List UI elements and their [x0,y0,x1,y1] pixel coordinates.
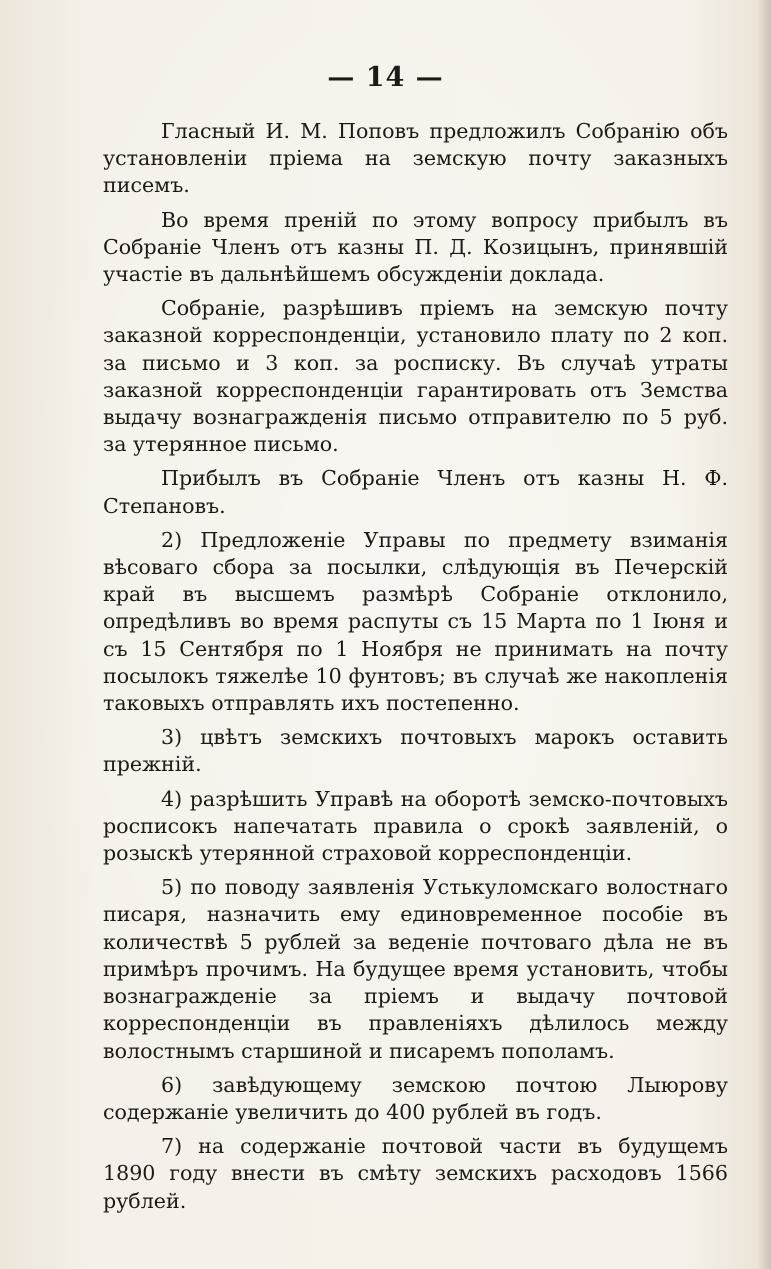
paragraph-kozitsyn-arrival: Во время преній по этому вопросу прибылъ въ Собраніе Членъ отъ казны П. Д. Козицынъ, принявшій участіе въ дальнѣйшемъ обсужденіи доклада. [103,207,728,287]
paragraph-item-5-clerk: 5) по поводу заявленія Устькуломскаго волостнаго писаря, назначить ему единовременное пособіе въ количествѣ 5 рублей за веденіе почтоваго дѣла не въ примѣръ прочимъ. На будущее время установить, чтобы вознагражденіе за пріемъ и выдачу почтовой корреспонденціи въ правленіяхъ дѣлилось между волостнымъ старшиной и писаремъ пополамъ. [103,875,728,1063]
paragraph-item-6-salary: 6) завѣдующему земскою почтою Лыюрову содержаніе увеличить до 400 рублей въ годъ. [103,1072,728,1124]
page-number: — 14 — [327,62,444,93]
paragraph-item-7-budget: 7) на содержаніе почтовой части въ будущемъ 1890 году внести въ смѣту земскихъ расходовъ 1566 рублей. [103,1134,728,1213]
paragraph-stepanov-arrival: Прибылъ въ Собраніе Членъ отъ казны Н. Ф. Степановъ. [103,466,728,518]
paragraph-item-3-stamps: 3) цвѣтъ земскихъ почтовыхъ марокъ оставить прежній. [103,725,728,777]
page-text [103,118,728,1215]
paragraph-popov-proposal: Гласный И. М. Поповъ предложилъ Собранію объ установленіи пріема на земскую почту заказныхъ писемъ. [103,119,728,198]
paragraph-item-2-parcels: 2) Предложеніе Управы по предмету взиманія вѣсоваго сбора за посылки, слѣдующія въ Печерскій край въ высшемъ размѣрѣ Собраніе отклонило, опредѣливъ во время распуты съ 15 Марта по 1 Іюня и съ 15 Сентября по 1 Ноября не принимать на почту посылокъ тяжелѣе 10 фунтовъ; въ случаѣ же накопленія таковыхъ отправлять ихъ постепенно. [103,527,728,716]
paragraph-item-4-receipts: 4) разрѣшить Управѣ на оборотѣ земско-почтовыхъ росписокъ напечатать правила о срокѣ заявленій, о розыскѣ утерянной страховой корреспонденціи. [103,786,728,866]
paragraph-registered-mail-fees: Собраніе, разрѣшивъ пріемъ на земскую почту заказной корреспонденціи, установило плату по 2 коп. за письмо и 3 коп. за росписку. Въ случаѣ утраты заказной корреспонденціи гарантировать отъ Земства выдачу вознагражденія письмо отправителю по 5 руб. за утерянное письмо. [103,296,728,457]
page-edge-shadow [757,0,771,1269]
